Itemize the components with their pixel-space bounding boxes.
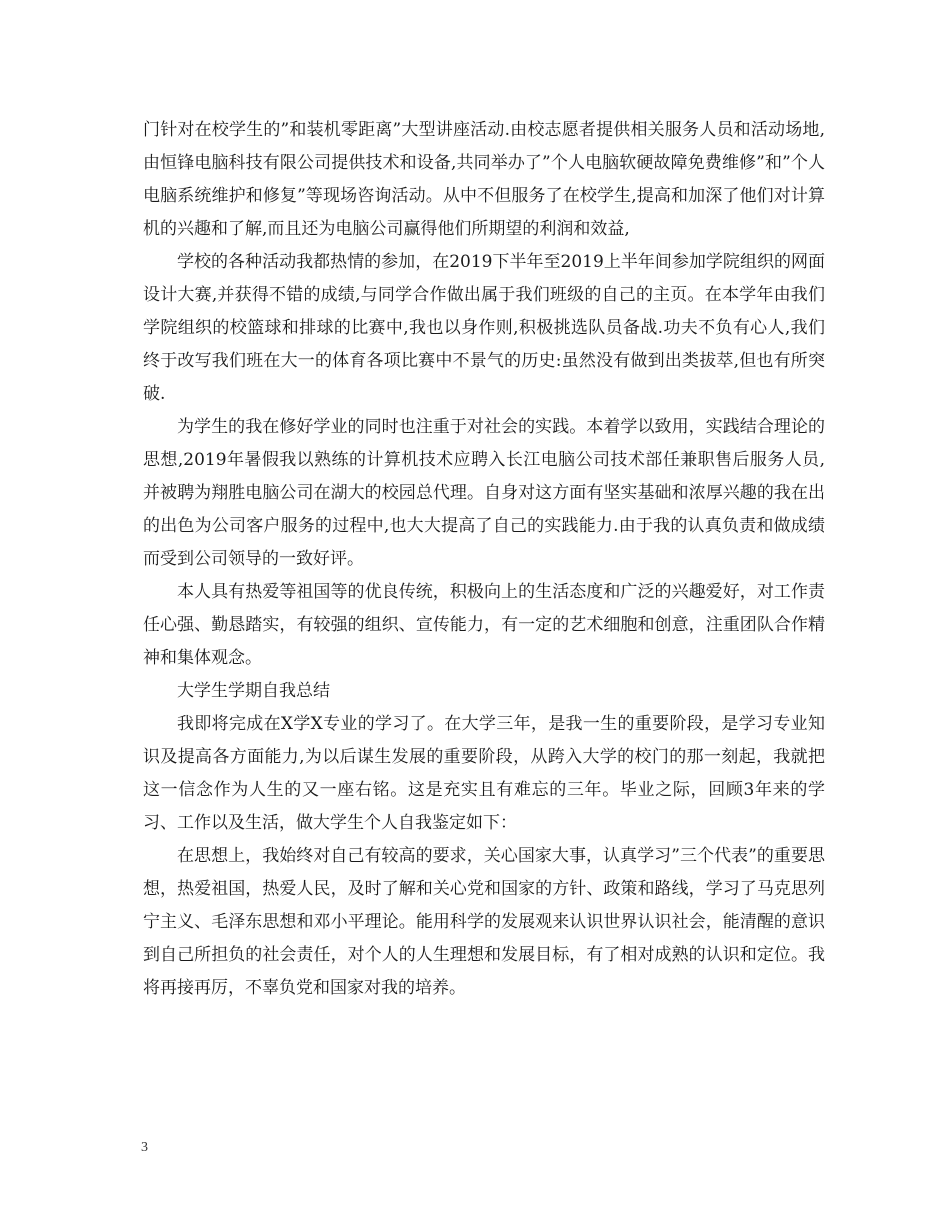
paragraph-practice: 为学生的我在修好学业的同时也注重于对社会的实践。本着学以致用，实践结合理论的思想,2019年暑假我以熟练的计算机技术应聘入长江电脑公司技术部任兼职售后服务人员,并被聘为翔胜电脑公司在湖大的校园总代理。自身对这方面有坚实基础和浓厚兴趣的我在出的出色为公司客户服务的过程中,也大大提高了自己的实践能力.由于我的认真负责和做成绩而受到公司领导的一致好评。 bbox=[143, 417, 825, 569]
paragraph-activities: 学校的各种活动我都热情的参加，在2019下半年至2019上半年间参加学院组织的网面设计大赛,并获得不错的成绩,与同学合作做出属于我们班级的自己的主页。在本学年由我们学院组织的校篮球和排球的比赛中,我也以身作则,积极挑选队员备战.功夫不负有心人,我们终于改写我们班在大一的体育各项比赛中不景气的历史:虽然没有做到出类拔萃,但也有所突破. bbox=[143, 252, 825, 404]
paragraph-ideology: 在思想上，我始终对自己有较高的要求，关心国家大事，认真学习”三个代表”的重要思想，热爱祖国，热爱人民，及时了解和关心党和国家的方针、政策和路线，学习了马克思列宁主义、毛泽东思想和邓小平理论。能用科学的发展观来认识世界认识社会，能清醒的意识到自己所担负的社会责任，对个人的人生理想和发展目标，有了相对成熟的认识和定位。我将再接再厉，不辜负党和国家对我的培养。 bbox=[143, 846, 825, 998]
paragraph-continuation: 门针对在校学生的”和装机零距离”大型讲座活动.由校志愿者提供相关服务人员和活动场地,由恒锋电脑科技有限公司提供技术和设备,共同举办了”个人电脑软硬故障免费维修”和”个人电脑系统维护和修复”等现场咨询活动。从中不但服务了在校学生,提高和加深了他们对计算机的兴趣和了解,而且还为电脑公司赢得他们所期望的利润和效益, bbox=[143, 120, 825, 239]
document-body bbox=[143, 114, 825, 1005]
section-heading: 大学生学期自我总结 bbox=[177, 681, 330, 701]
page-number: 3 bbox=[141, 1140, 148, 1155]
paragraph-personal-qualities: 本人具有热爱等祖国等的优良传统，积极向上的生活态度和广泛的兴趣爱好，对工作责任心强、勤恳踏实，有较强的组织、宣传能力，有一定的艺术细胞和创意，注重团队合作精神和集体观念。 bbox=[143, 582, 825, 668]
paragraph-introduction: 我即将完成在X学X专业的学习了。在大学三年，是我一生的重要阶段，是学习专业知识及提高各方面能力,为以后谋生发展的重要阶段，从跨入大学的校门的那一刻起，我就把这一信念作为人生的又一座右铭。这是充实且有难忘的三年。毕业之际，回顾3年来的学习、工作以及生活，做大学生个人自我鉴定如下： bbox=[143, 714, 825, 833]
